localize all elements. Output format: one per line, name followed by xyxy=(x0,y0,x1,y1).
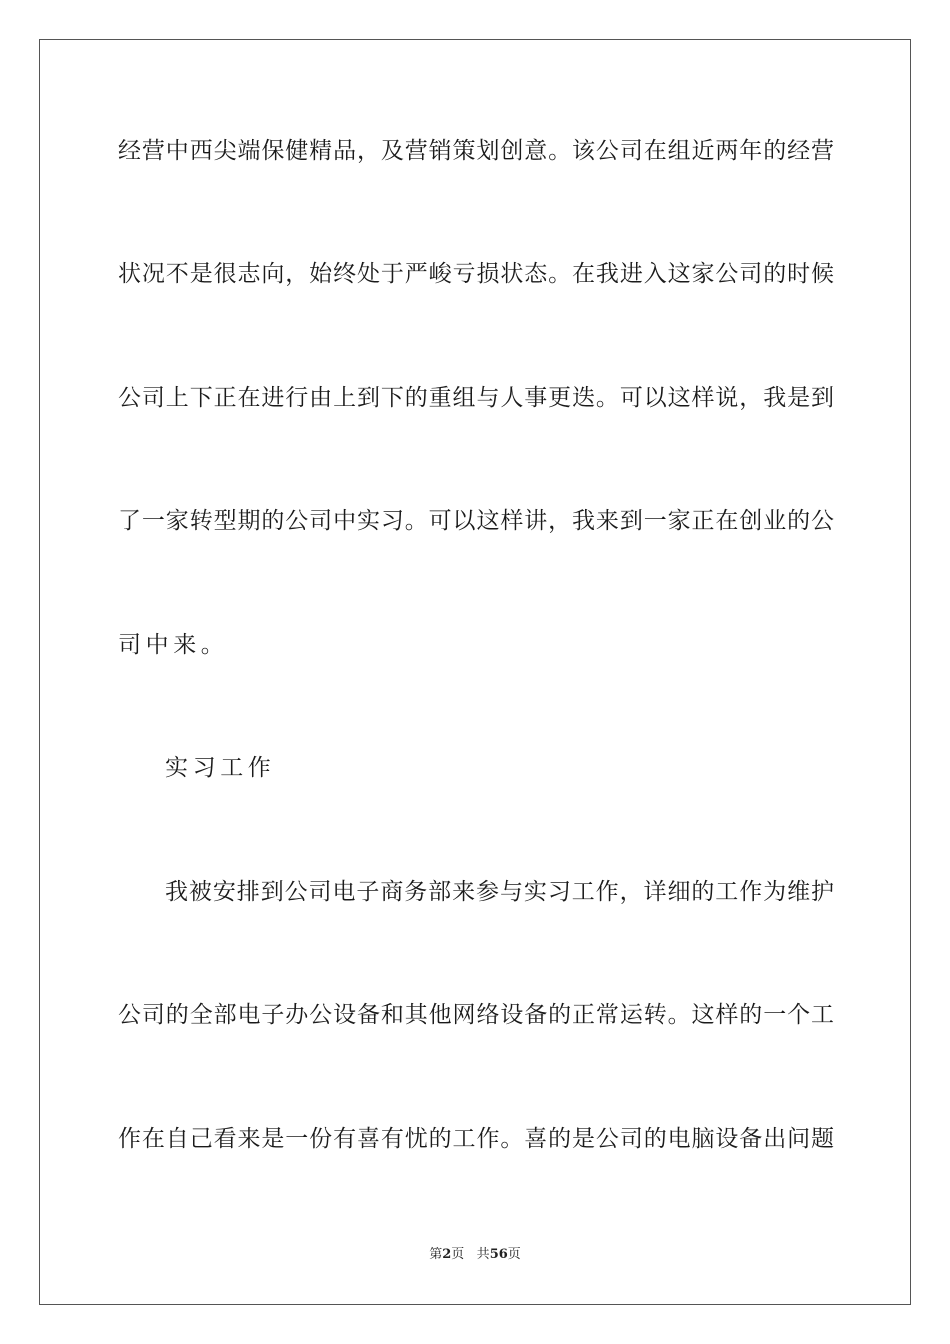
footer-total-prefix: 共 xyxy=(476,1247,490,1262)
footer-page-prefix: 第 xyxy=(429,1247,443,1262)
body-line-8: 公司的全部电子办公设备和其他网络设备的正常运转。这样的一个工 xyxy=(118,1002,834,1028)
body-line-4: 了一家转型期的公司中实习。可以这样讲，我来到一家正在创业的公 xyxy=(118,508,834,534)
body-line-5: 司中来。 xyxy=(118,632,229,658)
body-line-7: 我被安排到公司电子商务部来参与实习工作，详细的工作为维护 xyxy=(165,879,834,905)
section-heading: 实习工作 xyxy=(165,755,276,781)
body-line-9: 作在自己看来是一份有喜有忧的工作。喜的是公司的电脑设备出问题 xyxy=(118,1126,834,1152)
body-line-3: 公司上下正在进行由上到下的重组与人事更迭。可以这样说，我是到 xyxy=(118,385,834,411)
page-footer xyxy=(0,1246,950,1264)
page-border xyxy=(39,39,911,1305)
footer-page-suffix: 页 xyxy=(451,1247,465,1262)
body-line-2: 状况不是很志向，始终处于严峻亏损状态。在我进入这家公司的时候 xyxy=(118,261,834,287)
footer-total-pages: 56 xyxy=(489,1247,508,1262)
footer-total-suffix: 页 xyxy=(507,1247,521,1262)
body-line-1: 经营中西尖端保健精品，及营销策划创意。该公司在组近两年的经营 xyxy=(118,138,834,164)
footer-page-number: 2 xyxy=(442,1247,452,1262)
